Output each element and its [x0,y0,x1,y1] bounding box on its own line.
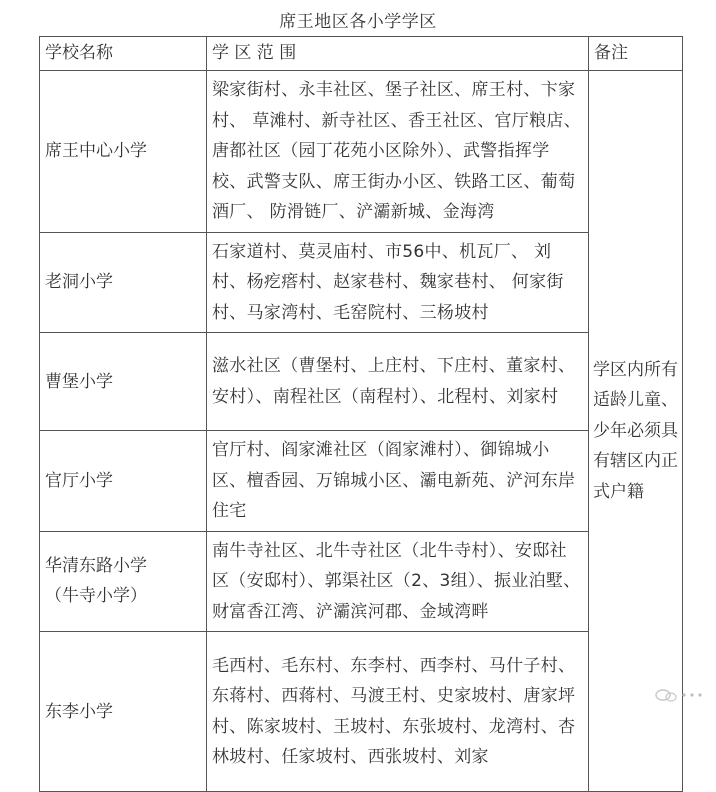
school-name-cell: 官厅小学 [40,431,207,532]
table-row [40,431,683,532]
district-range-cell: 石家道村、莫灵庙村、市56中、机瓦厂、 刘村、杨疙瘩村、赵家巷村、魏家巷村、 何家街村、马家湾村、毛窑院村、三杨坡村 [207,232,589,333]
page-title: 席王地区各小学学区 [279,12,437,32]
remark-cell: 学区内所有适龄儿童、少年必须具有辖区内正式户籍 [589,71,683,792]
table-row [40,71,683,233]
table-row [40,333,683,431]
district-range-cell: 梁家街村、永丰社区、堡子社区、席王村、卞家村、 草滩村、新寺社区、香王社区、官厅粮店、唐都社区（园丁花苑小区除外）、武警指挥学校、武警支队、席王街办小区、铁路工区、葡萄酒厂、 防滑链厂、浐灞新城、金海湾 [207,71,589,233]
table-row [40,632,683,792]
school-district-table [39,36,683,792]
watermark-icon [654,685,706,705]
header-district-range: 学 区 范 围 [207,37,589,71]
district-range-cell: 毛西村、毛东村、东李村、西李村、马什子村、东蒋村、西蒋村、马渡王村、史家坡村、唐家坪村、陈家坡村、王坡村、东张坡村、龙湾村、杏林坡村、任家坡村、西张坡村、刘家 [207,632,589,792]
school-name-cell: 席王中心小学 [40,71,207,233]
header-remark: 备注 [589,37,683,71]
table-row [40,531,683,632]
school-name-cell: 东李小学 [40,632,207,792]
district-range-cell: 南牛寺社区、北牛寺社区（北牛寺村）、安邸社区（安邸村）、郭渠社区（2、3组）、振业泊墅、财富香江湾、浐灞滨河郡、金域湾畔 [207,531,589,632]
table-row [40,232,683,333]
district-range-cell: 官厅村、阎家滩社区（阎家滩村）、御锦城小区、檀香园、万锦城小区、灞电新苑、浐河东岸住宅 [207,431,589,532]
district-range-cell: 滋水社区（曹堡村、上庄村、下庄村、董家村、安村）、南程社区（南程村）、北程村、刘家村 [207,333,589,431]
school-name-cell: 华清东路小学 （牛寺小学） [40,531,207,632]
table-header-row [40,37,683,71]
header-school-name: 学校名称 [40,37,207,71]
school-name-cell: 老洞小学 [40,232,207,333]
school-name-cell: 曹堡小学 [40,333,207,431]
